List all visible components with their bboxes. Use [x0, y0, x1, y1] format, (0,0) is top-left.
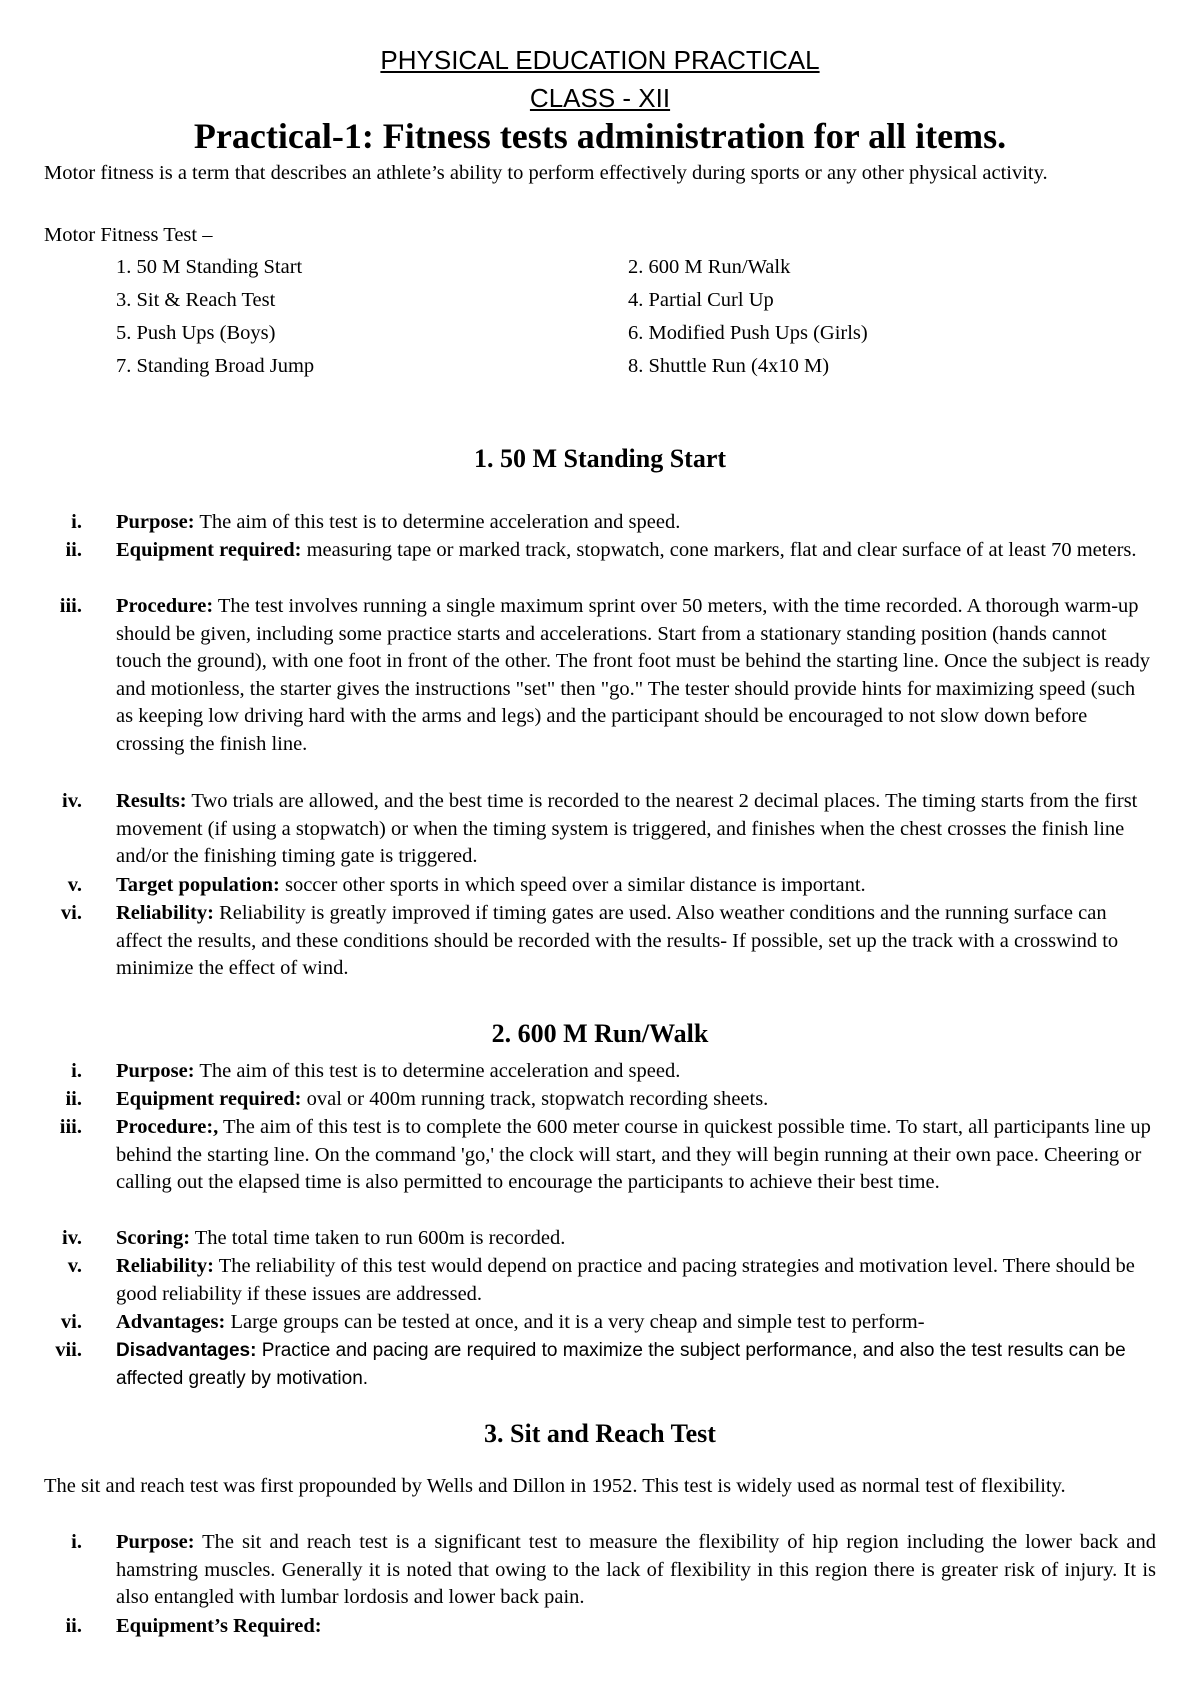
section-intro-paragraph: The sit and reach test was first propounded by Wells and Dillon in 1952. This test is widely used as normal test of flexibility.	[44, 1475, 1066, 1497]
section-heading: 1. 50 M Standing Start	[473, 444, 727, 473]
item-text: measuring tape or marked track, stopwatch, cone markers, flat and clear surface of at least 70 meters.	[301, 539, 1137, 561]
item-label: Purpose:	[116, 1060, 195, 1082]
item-label: Purpose:	[116, 1531, 195, 1553]
item-text: Practice and pacing are required to maximize the subject performance, and also the test results can be affected greatly by motivation.	[116, 1340, 1126, 1389]
list-item	[116, 1058, 1156, 1086]
test-list-item: 3. Sit & Reach Test	[116, 289, 276, 311]
item-text: Reliability is greatly improved if timing gates are used. Also weather conditions and the running surface can affect the results, and these conditions should be recorded with the results- If possible, set up the track with a crosswind to minimize the effect of wind.	[116, 902, 1119, 979]
item-text: The test involves running a single maximum sprint over 50 meters, with the time recorded. A thorough warm-up should be given, including some practice starts and accelerations. Start from a stationary standing position (hands cannot touch the ground), with one foot in front of the other. The front foot must be behind the starting line. Once the subject is ready and motionless, the starter gives the instructions "set" then "go." The tester should provide hints for maximizing speed (such as keeping low driving hard with the arms and legs) and the participant should be encouraged to not slow down before crossing the finish line.	[116, 595, 1151, 755]
list-item	[116, 593, 1156, 758]
item-number: iv.	[62, 1227, 82, 1249]
list-item	[116, 900, 1156, 983]
item-label: Equipment required:	[116, 539, 302, 561]
item-text: The sit and reach test is a significant test to measure the flexibility of hip region including the lower back and hamstring muscles. Generally it is noted that owing to the lack of flexibility in this region there is greater risk of injury. It is also entangled with lumbar lordosis and lower back pain.	[116, 1531, 1156, 1608]
item-number: vi.	[60, 1311, 82, 1333]
item-label: Equipment required:	[116, 1088, 302, 1110]
item-number: i.	[71, 511, 82, 533]
item-number: iii.	[59, 595, 82, 617]
item-number: v.	[67, 1255, 82, 1277]
item-text: The reliability of this test would depend on practice and pacing strategies and motivation level. There should be good reliability if these issues are addressed.	[116, 1255, 1135, 1305]
section-heading: 2. 600 M Run/Walk	[491, 1019, 709, 1048]
item-number: ii.	[65, 1615, 82, 1637]
item-number: vii.	[55, 1339, 82, 1361]
item-text: soccer other sports in which speed over a similar distance is important.	[279, 874, 866, 896]
practical-heading: Practical-1: Fitness tests administration for all items.	[193, 116, 1007, 156]
item-text: oval or 400m running track, stopwatch recording sheets.	[301, 1088, 769, 1110]
item-label: Advantages:	[116, 1311, 226, 1333]
item-label: Scoring:	[116, 1227, 191, 1249]
list-item	[116, 537, 1156, 565]
item-label: Purpose:	[116, 511, 195, 533]
item-number: vi.	[60, 902, 82, 924]
item-label: Procedure:	[116, 595, 214, 617]
test-list-item: 2. 600 M Run/Walk	[628, 256, 791, 278]
item-text: The aim of this test is to determine acceleration and speed.	[194, 511, 681, 533]
test-list-item: 1. 50 M Standing Start	[116, 256, 303, 278]
list-item	[116, 509, 1156, 537]
list-item	[116, 872, 1156, 900]
list-item	[116, 1309, 1156, 1337]
item-text: The total time taken to run 600m is recorded.	[190, 1227, 566, 1249]
item-label: Procedure:,	[116, 1116, 219, 1138]
item-text: The aim of this test is to determine acceleration and speed.	[194, 1060, 681, 1082]
item-label: Results:	[116, 790, 187, 812]
item-number: iv.	[62, 790, 82, 812]
list-item	[116, 1337, 1156, 1392]
item-number: i.	[71, 1531, 82, 1553]
item-number: ii.	[65, 1088, 82, 1110]
list-item	[116, 1086, 1156, 1114]
list-item	[116, 1253, 1156, 1308]
test-list-item: 6. Modified Push Ups (Girls)	[628, 322, 868, 344]
item-label: Reliability:	[116, 1255, 214, 1277]
test-list-title: Motor Fitness Test –	[44, 224, 213, 246]
test-list-item: 8. Shuttle Run (4x10 M)	[628, 355, 830, 377]
item-text: The aim of this test is to complete the 600 meter course in quickest possible time. To start, all participants line up behind the starting line. On the command 'go,' the clock will start, and they will begin running at their own pace. Cheering or calling out the elapsed time is also permitted to encourage the participants to achieve their best time.	[116, 1116, 1151, 1193]
test-list-item: 7. Standing Broad Jump	[116, 355, 315, 377]
item-number: iii.	[59, 1116, 82, 1138]
test-list-item: 5. Push Ups (Boys)	[116, 322, 276, 344]
class-label: CLASS - XII	[529, 83, 671, 113]
item-text: Two trials are allowed, and the best time is recorded to the nearest 2 decimal places. The timing starts from the first movement (if using a stopwatch) or when the timing system is triggered, and finishes when the chest crosses the finish line and/or the finishing timing gate is triggered.	[116, 790, 1138, 867]
section-heading: 3. Sit and Reach Test	[484, 1419, 716, 1448]
list-item	[116, 1225, 1156, 1253]
list-item	[116, 788, 1156, 871]
list-item	[116, 1613, 1156, 1641]
document-title: PHYSICAL EDUCATION PRACTICAL	[380, 45, 820, 75]
intro-paragraph: Motor fitness is a term that describes an athlete’s ability to perform effectively during sports or any other physical activity.	[44, 162, 1048, 184]
test-list-item: 4. Partial Curl Up	[628, 289, 774, 311]
item-text: Large groups can be tested at once, and it is a very cheap and simple test to perform-	[225, 1311, 925, 1333]
item-label: Disadvantages:	[116, 1340, 257, 1361]
item-number: v.	[67, 874, 82, 896]
list-item	[116, 1114, 1156, 1197]
item-label: Target population:	[116, 874, 280, 896]
list-item	[116, 1529, 1156, 1612]
item-number: ii.	[65, 539, 82, 561]
item-label: Equipment’s Required:	[116, 1615, 322, 1637]
item-label: Reliability:	[116, 902, 214, 924]
item-number: i.	[71, 1060, 82, 1082]
